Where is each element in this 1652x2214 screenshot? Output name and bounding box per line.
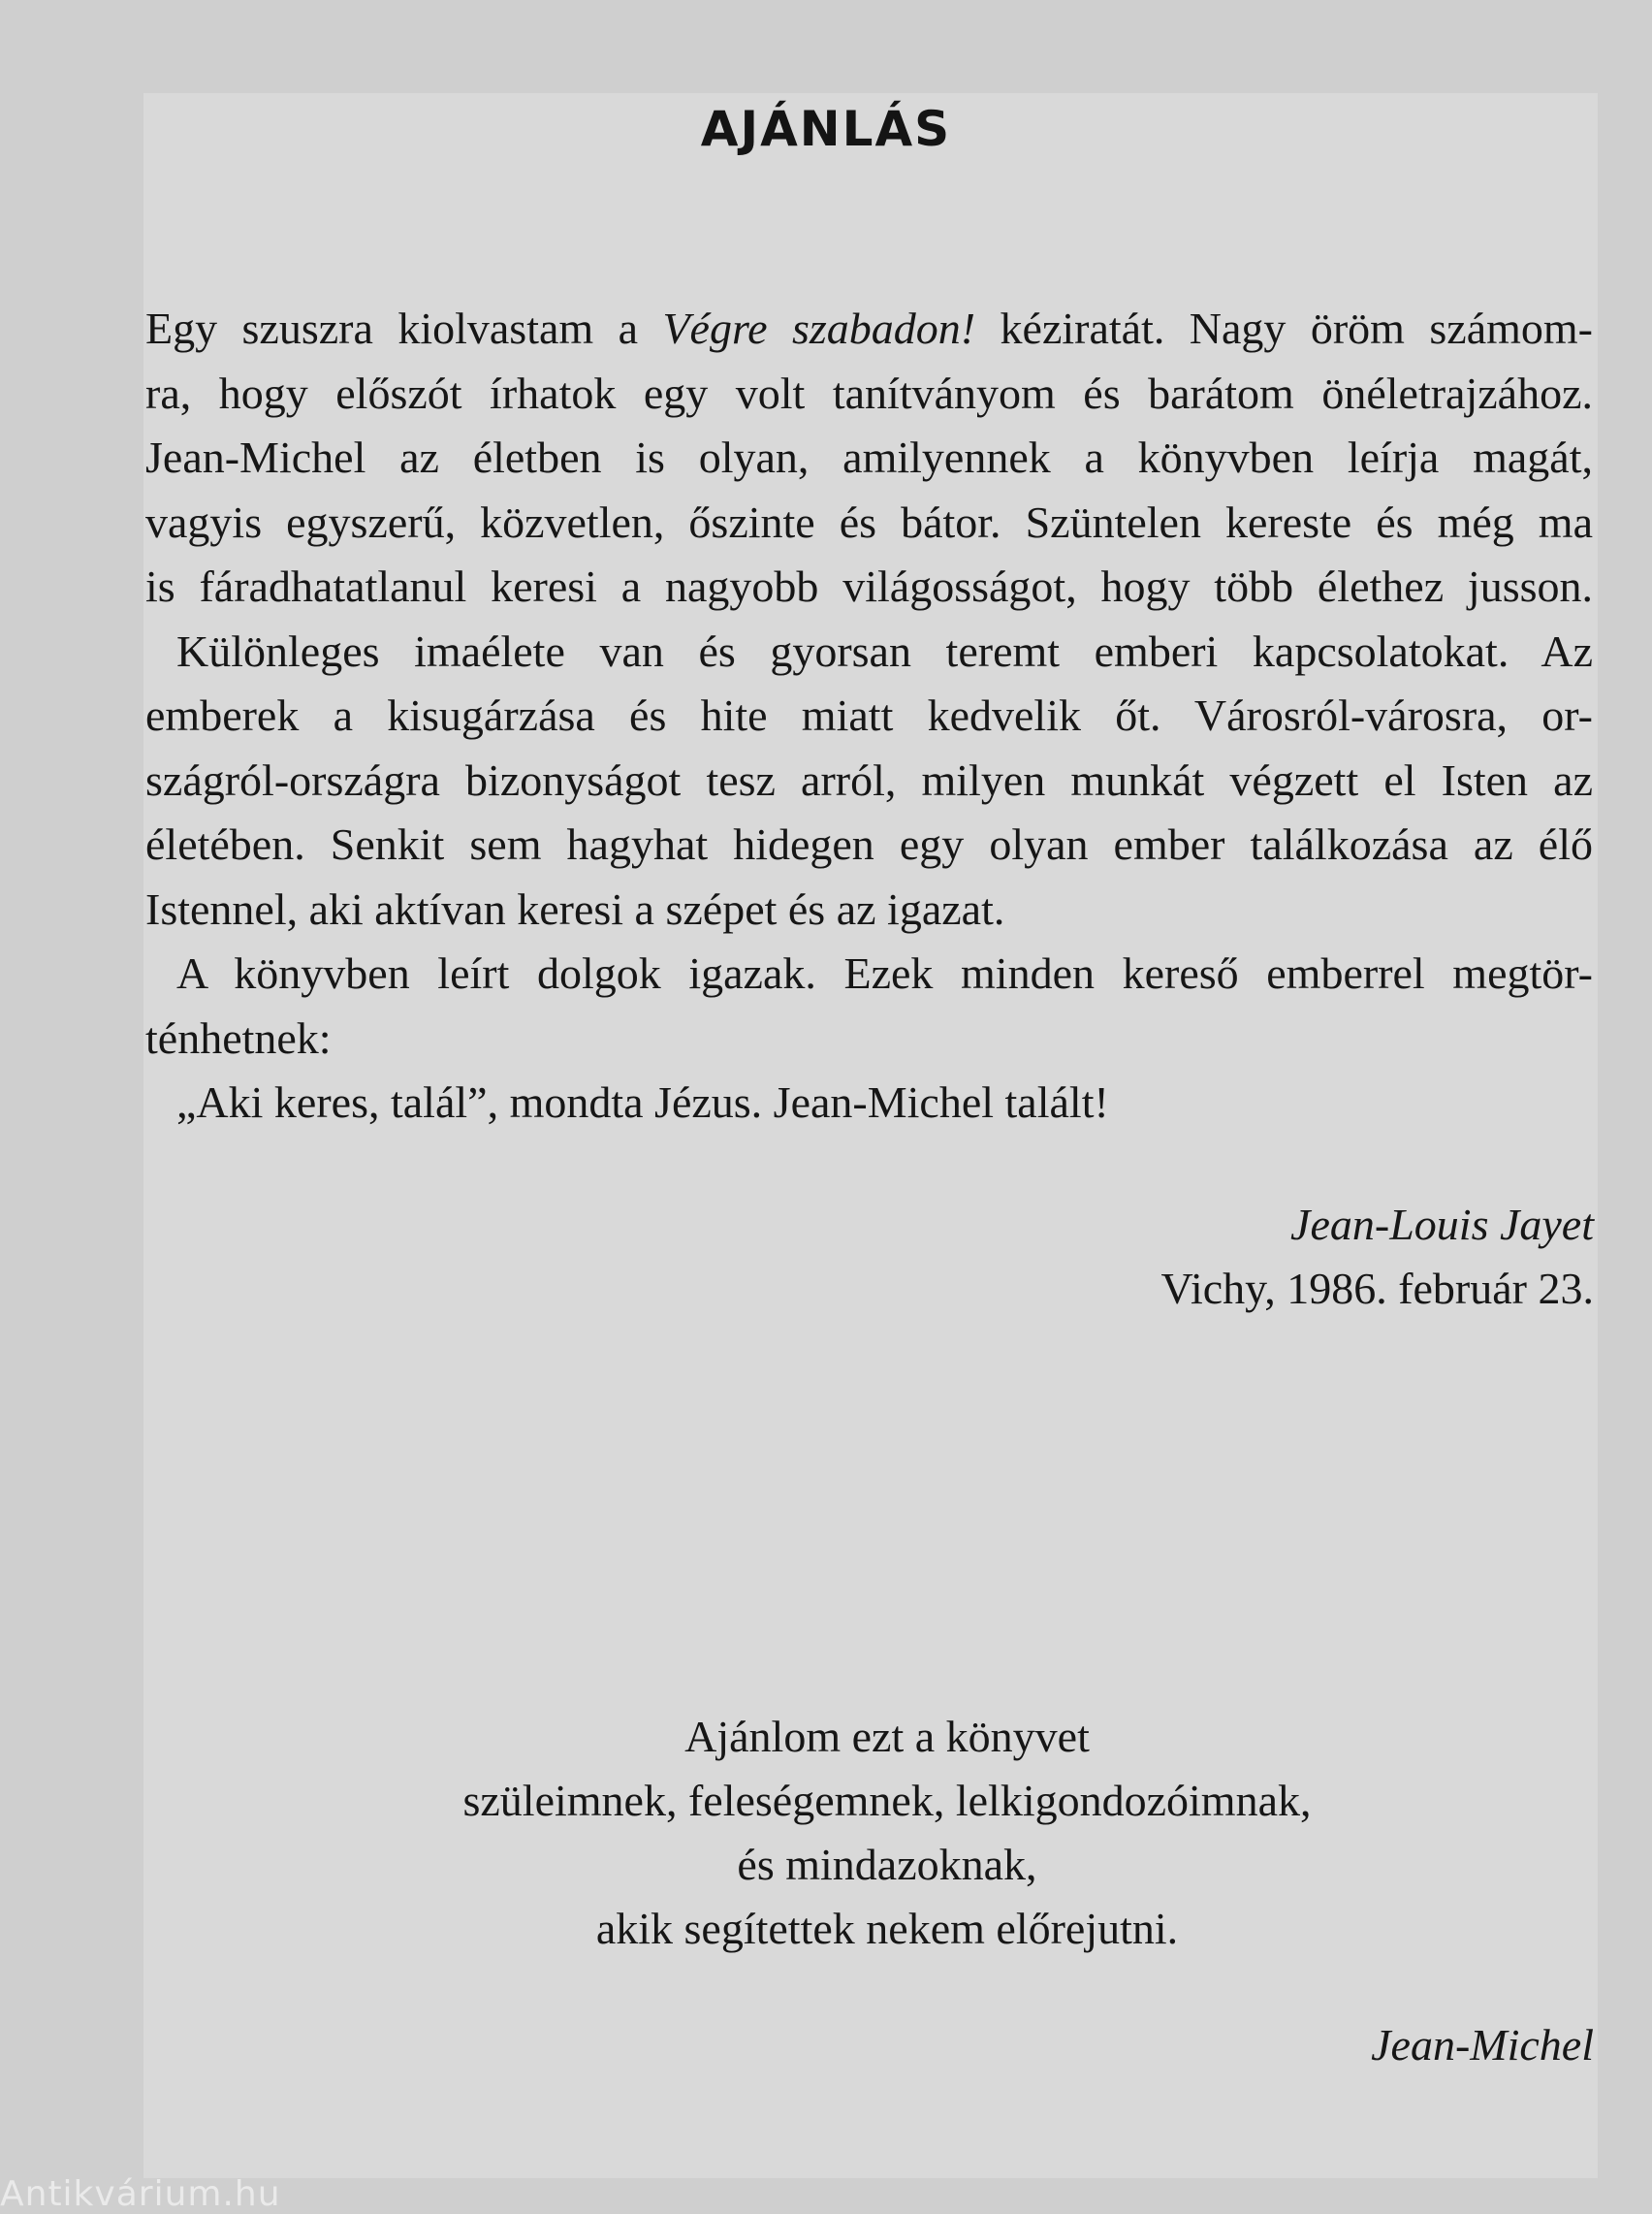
- dedication-line: szüleimnek, feleségemnek, lelkigondozóimnak,: [462, 1776, 1312, 1825]
- text-line: emberek a kisugárzása és hite miatt kedvelik őt. Városról-városra, or-: [145, 690, 1593, 740]
- foreword-text: [145, 297, 1593, 1136]
- paragraph-1: [145, 297, 1593, 620]
- text-line: ténhetnek:: [145, 1012, 332, 1063]
- foreword-signature: [1161, 1193, 1594, 1321]
- paragraph-3: [145, 942, 1593, 1071]
- text-line: is fáradhatatlanul keresi a nagyobb világosságot, hogy több élethez jusson.: [145, 562, 1593, 611]
- place-date: Vichy, 1986. február 23.: [1160, 1264, 1594, 1313]
- dedication-line: és mindazoknak,: [737, 1840, 1037, 1889]
- author-name: Jean-Louis Jayet: [1290, 1200, 1594, 1249]
- book-title-mention: Végre szabadon!: [662, 304, 976, 353]
- text-line: Jean-Michel az életben is olyan, amilyennek a könyvben leírja magát,: [145, 433, 1593, 482]
- dedication-line: akik segítettek nekem előrejutni.: [595, 1904, 1179, 1953]
- dedication-signature: Jean-Michel: [1371, 2020, 1594, 2070]
- dedication-line: Ajánlom ezt a könyvet: [684, 1712, 1090, 1761]
- paragraph-4: [145, 1071, 1593, 1136]
- dedication: [0, 1705, 1652, 1961]
- watermark: Antikvárium.hu: [0, 2174, 281, 2214]
- text-line: ra, hogy előszót írhatok egy volt tanítványom és barátom önéletrajzához.: [145, 368, 1593, 418]
- text-line: Különleges imaélete van és gyorsan teremt emberi kapcsolatokat. Az: [176, 626, 1593, 676]
- text-line: Istennel, aki aktívan keresi a szépet és az igazat.: [145, 883, 1005, 934]
- text-line: szágról-országra bizonyságot tesz arról, milyen munkát végzett el Isten az: [145, 754, 1593, 805]
- text-line: Egy szuszra kiolvastam a Végre szabadon! kéziratát. Nagy öröm számom-: [145, 304, 1593, 353]
- text-line: A könyvben leírt dolgok igazak. Ezek minden kereső emberrel megtör-: [176, 948, 1593, 998]
- text-line: vagyis egyszerű, közvetlen, őszinte és bátor. Szüntelen kereste és még ma: [145, 497, 1593, 547]
- paragraph-2: [145, 620, 1593, 943]
- text-line: „Aki keres, talál”, mondta Jézus. Jean-Michel talált!: [176, 1077, 1109, 1127]
- page-title: AJÁNLÁS: [700, 101, 952, 157]
- text-line: életében. Senkit sem hagyhat hidegen egy olyan ember találkozása az élő: [145, 819, 1593, 869]
